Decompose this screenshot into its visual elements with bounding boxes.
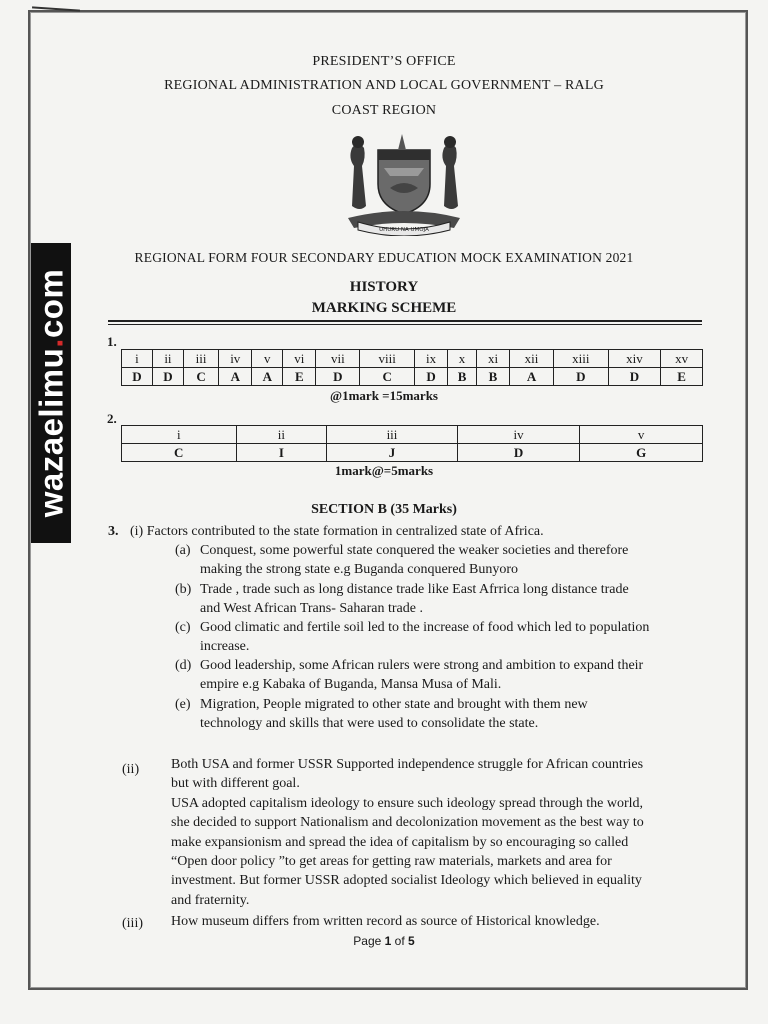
header-presidents-office: PRESIDENT’S OFFICE: [312, 54, 456, 69]
question-2-marks-note: 1mark@=5marks: [334, 463, 434, 478]
table-answer-cell: E: [283, 368, 316, 386]
question-3-part-iii-label: (iii): [122, 916, 143, 931]
paragraph-line: but with different goal.: [171, 776, 300, 792]
list-item-label: (d): [175, 658, 192, 673]
table-answer-cell: D: [152, 368, 183, 386]
list-item-line: Good climatic and fertile soil led to the increase of food which led to population: [200, 620, 650, 635]
section-b-heading: SECTION B (35 Marks): [311, 502, 457, 517]
table-answer-cell: D: [608, 368, 661, 386]
exam-title: REGIONAL FORM FOUR SECONDARY EDUCATION MOCK EXAMINATION 2021: [134, 250, 634, 265]
list-item-line: making the strong state e.g Buganda conquered Bunyoro: [200, 562, 519, 577]
question-3-number: 3.: [108, 524, 119, 539]
header-region: COAST REGION: [331, 103, 437, 118]
list-item-label: (a): [175, 543, 191, 558]
table-answer-cell: A: [510, 368, 554, 386]
table-header-cell: v: [580, 426, 703, 444]
table-answer-cell: E: [661, 368, 703, 386]
question-2-answer-table: [121, 425, 703, 462]
table-header-cell: viii: [360, 350, 415, 368]
table-header-cell: xiv: [608, 350, 661, 368]
table-answer-cell: A: [219, 368, 252, 386]
table-answer-cell: C: [360, 368, 415, 386]
table-header-cell: xv: [661, 350, 703, 368]
coat-of-arms-icon: [338, 128, 470, 236]
page-footer: Page 1 of 5: [353, 934, 415, 948]
table-header-row: [122, 350, 703, 368]
paragraph-line: USA adopted capitalism ideology to ensure such ideology spread through the world,: [171, 795, 644, 811]
question-1-number: 1.: [107, 334, 117, 349]
title-rule-thin: [108, 324, 702, 325]
table-header-cell: v: [252, 350, 283, 368]
table-answer-cell: J: [327, 444, 458, 462]
table-header-cell: ix: [414, 350, 447, 368]
table-header-cell: xii: [510, 350, 554, 368]
question-3-part-i: (i) Factors contributed to the state formation in centralized state of Africa.: [130, 524, 544, 539]
paragraph-line: “Open door policy ”to get areas for getting raw materials, markets and area for: [171, 854, 612, 869]
table-answer-row: [122, 444, 703, 462]
table-answer-row: [122, 368, 703, 386]
paragraph-line: make expansionism and spread the idea of capitalism by so encouraging so called: [171, 834, 629, 850]
paragraph-line: she decided to support Nationalism and decolonization movement as the best way to: [171, 815, 644, 831]
table-answer-cell: D: [553, 368, 608, 386]
paragraph-line: and fraternity.: [171, 892, 250, 908]
question-1-answer-table: [121, 349, 703, 386]
table-header-cell: iii: [327, 426, 458, 444]
list-item-line: Migration, People migrated to other state and brought with them new: [200, 697, 588, 712]
question-2-number: 2.: [107, 411, 117, 426]
table-answer-cell: C: [122, 444, 237, 462]
list-item-label: (c): [175, 620, 191, 635]
list-item-label: (b): [175, 582, 192, 597]
subject-title: HISTORY: [349, 279, 419, 295]
table-answer-cell: B: [476, 368, 509, 386]
question-3-part-iii-text: How museum differs from written record as source of Historical knowledge.: [171, 914, 600, 929]
table-header-cell: xiii: [553, 350, 608, 368]
question-3-part-ii-label: (ii): [122, 762, 140, 777]
document-type: MARKING SCHEME: [311, 300, 457, 316]
list-item-line: technology and skills that were used to consolidate the state.: [200, 716, 539, 731]
list-item-label: (e): [175, 697, 191, 712]
table-answer-cell: C: [183, 368, 218, 386]
paragraph-line: investment. But former USSR adopted socialist Ideology which believed in equality: [171, 873, 642, 889]
list-item-line: empire e.g Kabaka of Buganda, Mansa Musa of Mali.: [200, 677, 502, 692]
list-item-line: Conquest, some powerful state conquered the weaker societies and therefore: [200, 543, 629, 558]
table-header-row: [122, 426, 703, 444]
table-header-cell: vi: [283, 350, 316, 368]
table-header-cell: iii: [183, 350, 218, 368]
header-ralg: REGIONAL ADMINISTRATION AND LOCAL GOVERNMENT – RALG: [164, 78, 604, 93]
list-item-line: Trade , trade such as long distance trade like East Afrrica long distance trade: [200, 582, 629, 597]
table-header-cell: vii: [316, 350, 360, 368]
table-answer-cell: D: [457, 444, 580, 462]
table-answer-cell: D: [414, 368, 447, 386]
svg-text:UHURU NA UMOJA: UHURU NA UMOJA: [379, 227, 429, 233]
table-header-cell: x: [448, 350, 477, 368]
paragraph-line: Both USA and former USSR Supported independence struggle for African countries: [171, 757, 644, 772]
table-answer-cell: G: [580, 444, 703, 462]
table-answer-cell: A: [252, 368, 283, 386]
table-answer-cell: I: [236, 444, 327, 462]
list-item-line: increase.: [200, 639, 250, 654]
title-rule: [108, 320, 702, 322]
table-header-cell: i: [122, 350, 153, 368]
table-header-cell: ii: [236, 426, 327, 444]
list-item-line: Good leadership, some African rulers were strong and ambition to expand their: [200, 658, 644, 673]
table-header-cell: iv: [219, 350, 252, 368]
watermark-logo: wazaelimu.com: [31, 243, 71, 543]
table-header-cell: ii: [152, 350, 183, 368]
table-header-cell: i: [122, 426, 237, 444]
table-header-cell: xi: [476, 350, 509, 368]
table-answer-cell: D: [122, 368, 153, 386]
question-1-marks-note: @1mark =15marks: [330, 388, 438, 403]
table-answer-cell: D: [316, 368, 360, 386]
list-item-line: and West African Trans- Saharan trade .: [200, 601, 423, 616]
table-header-cell: iv: [457, 426, 580, 444]
table-answer-cell: B: [448, 368, 477, 386]
